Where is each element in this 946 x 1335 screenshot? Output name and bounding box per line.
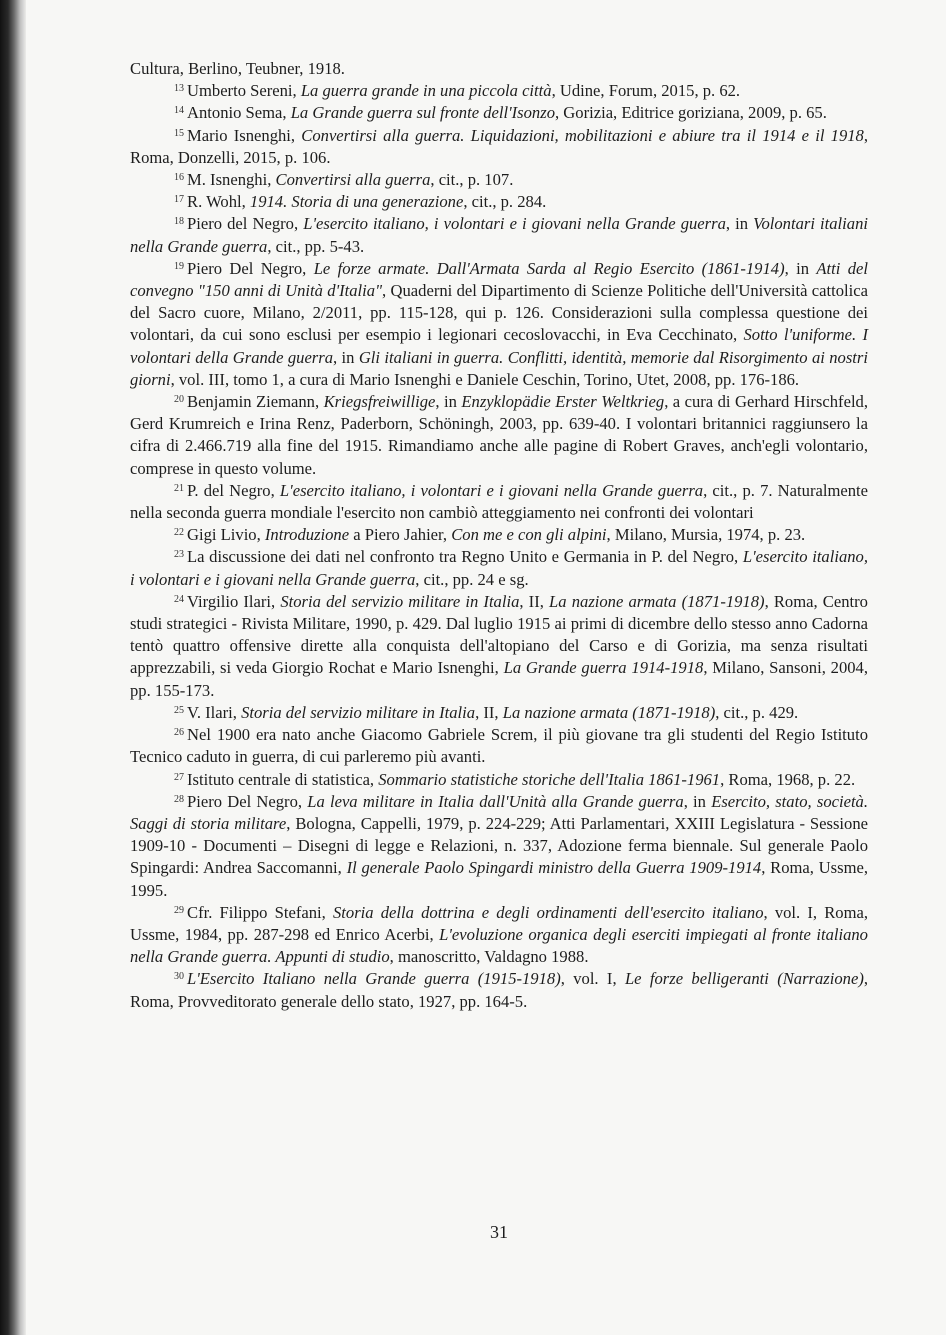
footnote-21 [130,480,868,524]
footnote-title-italic: L'esercito italiano, i volontari e i giovani nella Grande guerra [130,547,868,589]
footnote-title-italic: Convertirsi alla guerra [275,170,431,190]
footnote-text: , in [683,791,712,811]
footnote-text: Benjamin Ziemann, [187,392,324,412]
footnote-title-italic: La nazione armata (1871-1918) [549,591,765,611]
footnote-text: Piero del Negro, [187,214,304,234]
footnote-title-italic: L'esercito italiano, i volontari e i giovani nella Grande guerra [303,214,726,234]
footnote-text: Istituto centrale di statistica, [187,769,379,789]
footnote-number: 29 [174,904,184,916]
footnote-text: Umberto Sereni, [187,81,301,101]
footnote-text: , cit., pp. 24 e sg. [415,569,529,589]
footnote-title-italic: La Grande guerra sul fronte dell'Isonzo [290,103,555,123]
footnote-text: , Quaderni del Dipartimento di Scienze Politiche dell'Università cattolica del Sacro cuore, Milano, 2/2011, pp. 115-128, qui p. 126. Considerazioni sulla complessa questione dei volontari, da cui sono esclusi per esempio i legionari cecoslovacchi, in Eva Cecchinato, [130,281,868,345]
footnote-text: Virgilio Ilari, [187,591,281,611]
footnote-17 [130,191,868,213]
footnote-title-italic: Storia del servizio militare in Italia [241,702,476,722]
footnote-number: 22 [174,527,184,539]
footnote-30 [130,968,868,1012]
footnote-text: , Gorizia, Editrice goriziana, 2009, p. 65. [555,103,827,123]
footnote-number: 20 [174,394,184,406]
footnote-number: 17 [174,194,184,206]
footnote-title-italic: Enzyklopädie Erster Weltkrieg [461,392,665,412]
footnote-title-italic: La leva militare in Italia dall'Unità alla Grande guerra [307,791,684,811]
footnote-text: , cit., p. 284. [463,192,547,212]
footnote-text: , in [435,392,462,412]
footnote-title-italic: Con me e con gli alpini [451,525,607,545]
footnote-title-italic: Sotto l'uniforme. I volontari della Grande guerra [130,325,868,367]
book-spine-shadow [0,0,26,1335]
footnote-text: , Udine, Forum, 2015, p. 62. [551,81,741,101]
footnote-title-italic: 1914. Storia di una generazione [249,192,464,212]
footnote-text: Mario Isnenghi, [187,125,302,145]
footnote-27 [130,769,868,791]
footnote-text: , in [333,347,359,367]
footnote-text: La discussione dei dati nel confronto tra Regno Unito e Germania in P. del Negro, [187,547,743,567]
footnote-24 [130,591,868,702]
footnote-number: 21 [174,482,184,494]
footnote-number: 24 [174,593,184,605]
footnote-16 [130,169,868,191]
footnote-text: , cit., pp. 5-43. [267,236,365,256]
footnote-title-italic: Il generale Paolo Spingardi ministro della Guerra 1909-1914 [346,858,762,878]
footnote-title-italic: Storia del servizio militare in Italia [280,591,520,611]
footnote-text: , Milano, Mursia, 1974, p. 23. [606,525,806,545]
footnote-title-italic: Le forze armate. Dall'Armata Sarda al Regio Esercito (1861-1914) [313,258,785,278]
footnote-22 [130,524,868,546]
footnote-number: 28 [174,793,184,805]
footnote-title-italic: Volontari italiani nella Grande guerra [130,214,868,256]
footnote-text: Cultura, Berlino, Teubner, 1918. [130,59,345,78]
footnote-title-italic: La guerra grande in una piccola città [300,81,552,101]
footnote-14 [130,102,868,124]
footnote-text: , vol. III, tomo 1, a cura di Mario Isnenghi e Daniele Ceschin, Torino, Utet, 2008, pp. 176-186. [170,369,800,389]
footnote-20 [130,391,868,480]
footnote-text: , Roma, Donzelli, 2015, p. 106. [130,125,868,167]
footnote-text: , Bologna, Cappelli, 1979, p. 224-229; Atti Parlamentari, XXIII Legislatura - Sessione 1909-10 - Documenti – Disegni di legge e Relazioni, n. 337, Adozione ferma biennale. Sul generale Paolo Spingardi: Andrea Saccomanni, [130,813,869,878]
footnote-text: , II, [475,702,503,722]
footnote-19 [130,258,868,391]
footnote-text: R. Wohl, [187,192,250,212]
footnote-text: , Roma, Ussme, 1995. [130,858,868,900]
footnote-15 [130,125,868,169]
footnote-text: , cit., p. 429. [715,702,799,722]
footnote-number: 15 [174,127,184,139]
footnote-text: , manoscritto, Valdagno 1988. [389,947,589,967]
footnote-text: Cfr. Filippo Stefani, [187,902,333,922]
footnote-text: , in [784,258,817,278]
footnote-number: 19 [174,260,184,272]
footnote-number: 23 [174,549,184,561]
footnote-text: , cit., p. 7. Naturalmente nella seconda guerra mondiale l'esercito non cambiò atteggiamento nei confronti dei volontari [130,480,868,523]
footnote-text: Gigi Livio, [187,525,265,545]
footnote-text: , Roma, 1968, p. 22. [720,769,856,789]
footnote-title-italic: Storia della dottrina e degli ordinamenti dell'esercito italiano [333,902,764,922]
footnote-number: 18 [174,216,184,228]
footnote-title-italic: Le forze belligeranti (Narrazione) [624,969,864,989]
footnote-text: P. del Negro, [187,480,280,500]
footnote-number: 26 [174,727,184,739]
footnote-text: , cit., p. 107. [430,170,514,190]
footnote-text: a Piero Jahier, [349,525,452,545]
footnotes-list [130,58,868,1013]
footnote-number: 16 [174,172,184,184]
footnote-25 [130,702,868,724]
footnote-title-italic: Kriegsfreiwillige [323,392,436,412]
footnote-title-italic: L'esercito italiano, i volontari e i giovani nella Grande guerra [279,480,704,500]
footnote-title-italic: Sommario statistiche storiche dell'Italia 1861-1961 [378,769,721,789]
footnote-text: , Milano, Sansoni, 2004, pp. 155-173. [130,658,868,700]
footnote-title-italic: Convertirsi alla guerra. Liquidazioni, mobilitazioni e abiure tra il 1914 e il 1918 [301,125,864,145]
footnote-number: 30 [174,971,184,983]
footnote-number: 14 [174,105,184,117]
footnote-number: 13 [174,83,184,95]
footnote-title-italic: L'Esercito Italiano nella Grande guerra (1915-1918) [187,969,561,989]
footnote-continuation [130,58,868,80]
footnote-13 [130,80,868,102]
footnote-text: V. Ilari, [187,702,242,722]
footnote-text: Piero Del Negro, [187,791,308,811]
footnote-text: , Roma, Centro studi strategici - Rivista Militare, 1990, p. 429. Dal luglio 1915 ai primi di dicembre dello stesso anno Cadorna tentò quattro offensive dirette alla conquista dell'altopiano del Carso e di Gorizia, ma senza risultati apprezzabili, si veda Giorgio Rochat e Mario Isnenghi, [130,591,868,678]
footnote-text: Antonio Sema, [187,103,291,123]
footnote-text: Piero Del Negro, [187,258,314,278]
footnote-title-italic: Gli italiani in guerra. Conflitti, identità, memorie dal Risorgimento ai nostri giorni [130,347,868,389]
footnote-text: Nel 1900 era nato anche Giacomo Gabriele Screm, il più giovane tra gli studenti del Regio Istituto Tecnico caduto in guerra, di cui parleremo più avanti. [130,725,868,767]
footnote-text: , vol. I, [560,969,625,989]
footnote-number: 27 [174,771,184,783]
footnote-text: , in [725,214,754,234]
page-number: 31 [490,1222,508,1242]
footnote-18 [130,213,868,257]
footnote-number: 25 [174,704,184,716]
footnote-23 [130,546,868,590]
footnote-title-italic: Introduzione [264,525,350,545]
footnote-26 [130,724,868,768]
footnote-text: M. Isnenghi, [187,170,276,190]
footnote-text: , II, [519,591,550,611]
footnote-text: , a cura di Gerhard Hirschfeld, Gerd Krumreich e Irina Renz, Paderborn, Schöningh, 2003, pp. 639-40. I volontari britannici raggiunsero la cifra di 2.466.719 alla fine del 1915. Rimandiamo anche alle pagine di Robert Graves, anch'egli volontario, comprese in questo volume. [130,392,868,478]
footnote-text: , vol. I, Roma, Ussme, 1984, pp. 287-298 ed Enrico Acerbi, [130,902,868,944]
footnote-28 [130,791,868,902]
footnote-title-italic: L'evoluzione organica degli eserciti impiegati al fronte italiano nella Grande guerra. Appunti di studio [130,924,868,967]
footnote-text: , Roma, Provveditorato generale dello stato, 1927, pp. 164-5. [130,969,869,1011]
footnote-title-italic: Esercito, stato, società. Saggi di storia militare [130,791,869,833]
footnote-title-italic: Atti del convegno "150 anni di Unità d'Italia" [130,258,868,301]
footnote-29 [130,902,868,969]
document-page [130,58,868,1013]
footnote-title-italic: La Grande guerra 1914-1918 [503,658,704,678]
footnote-title-italic: La nazione armata (1871-1918) [502,702,716,722]
